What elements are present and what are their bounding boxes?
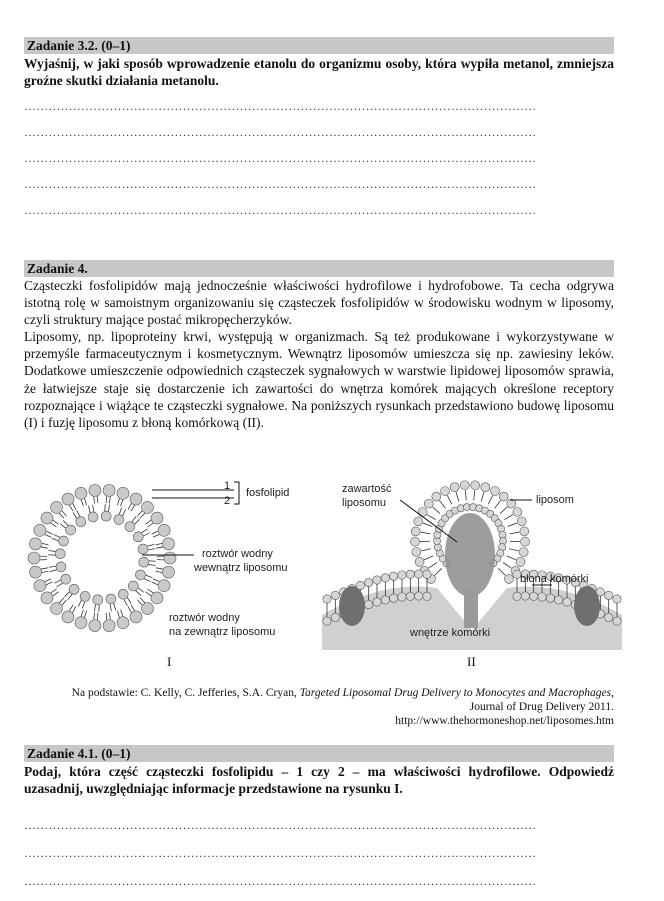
label-fosfolipid: fosfolipid bbox=[246, 487, 290, 499]
answer-line[interactable]: ……………………………………………………………………………………………………………… bbox=[24, 151, 537, 165]
liposome-bilayer bbox=[28, 484, 176, 631]
answer-line[interactable]: ……………………………………………………………………………………………………………… bbox=[24, 846, 537, 860]
label-content-1: zawartość bbox=[342, 483, 392, 495]
label-part-1: 1 bbox=[224, 480, 231, 492]
figure-label-II: II bbox=[467, 654, 476, 669]
label-inside-1: roztwór wodny bbox=[202, 548, 273, 560]
source-suffix: , Journal of Drug Delivery 2011. bbox=[469, 687, 614, 713]
task-4-header: Zadanie 4. bbox=[24, 260, 614, 277]
source-title: Targeted Liposomal Drug Delivery to Monocytes and Macrophages bbox=[299, 687, 612, 699]
task-3-2-header: Zadanie 3.2. (0–1) bbox=[24, 37, 614, 54]
source-prefix: Na podstawie: C. Kelly, C. Jefferies, S.A. Cryan, bbox=[71, 687, 300, 699]
paragraph-1: Cząsteczki fosfolipidów mają jednocześnie właściwości hydrofilowe i hydrofobowe. Ta cecha odgrywa istotną rolę w samoistnym organizowaniu się cząsteczek fosfolipidów w środowisku wodnym w liposomy, czyli struktury mające postać mikropęcherzyków. bbox=[24, 278, 614, 328]
answer-line[interactable]: ……………………………………………………………………………………………………………… bbox=[24, 99, 537, 113]
label-content-2: liposomu bbox=[342, 497, 387, 509]
task-4-1-header: Zadanie 4.1. (0–1) bbox=[24, 745, 614, 762]
label-liposom: liposom bbox=[536, 494, 574, 506]
figure-fusion bbox=[322, 470, 622, 650]
task-4-intro bbox=[24, 277, 614, 431]
task-4-1-question: Podaj, która część cząsteczki fosfolipidu – 1 czy 2 – ma właściwości hydrofilowe. Odpowiedź uzasadnij, uwzględniając informacje przedstawione na rysunku I. bbox=[24, 764, 614, 796]
paragraph-2: Liposomy, np. lipoproteiny krwi, występują w organizmach. Są też produkowane i wykorzystywane w przemyśle farmaceutycznym i kosmetycznym. Wewnątrz liposomów umieszcza się np. zawiesiny leków. Dodatkowe umieszczenie odpowiednich cząsteczek sygnałowych w warstwie lipidowej liposomów sprawia, że łatwiejsze staje się dostarczenie ich zawartości do wnętrza komórek mających określone receptory rozpoznające i wiążące te cząsteczki sygnałowe. Na poniższych rysunkach przedstawiono budowę liposomu (I) i fuzję liposomu z błoną komórkową (II). bbox=[24, 329, 614, 430]
answer-line[interactable]: ……………………………………………………………………………………………………………… bbox=[24, 874, 537, 888]
label-inside-2: wewnątrz liposomu bbox=[194, 562, 288, 574]
figure-label-I: I bbox=[167, 654, 172, 669]
source-citation bbox=[54, 686, 614, 728]
answer-line[interactable]: ……………………………………………………………………………………………………………… bbox=[24, 203, 537, 217]
task-3-2-question: Wyjaśnij, w jaki sposób wprowadzenie etanolu do organizmu osoby, która wypiła metanol, zmniejsza groźne skutki działania metanolu. bbox=[24, 56, 614, 88]
figure-liposome bbox=[24, 470, 314, 650]
label-membrane: błona komórki bbox=[520, 573, 589, 585]
answer-line[interactable]: ……………………………………………………………………………………………………………… bbox=[24, 177, 537, 191]
answer-line[interactable]: ……………………………………………………………………………………………………………… bbox=[24, 818, 537, 832]
label-cell-interior: wnętrze komórki bbox=[410, 627, 491, 639]
label-part-2: 2 bbox=[224, 495, 231, 507]
source-url[interactable]: http://www.thehormoneshop.net/liposomes.htm bbox=[395, 715, 614, 727]
answer-line[interactable]: ……………………………………………………………………………………………………………… bbox=[24, 125, 537, 139]
label-outside-1: roztwór wodny bbox=[169, 612, 240, 624]
label-outside-2: na zewnątrz liposomu bbox=[169, 626, 276, 638]
